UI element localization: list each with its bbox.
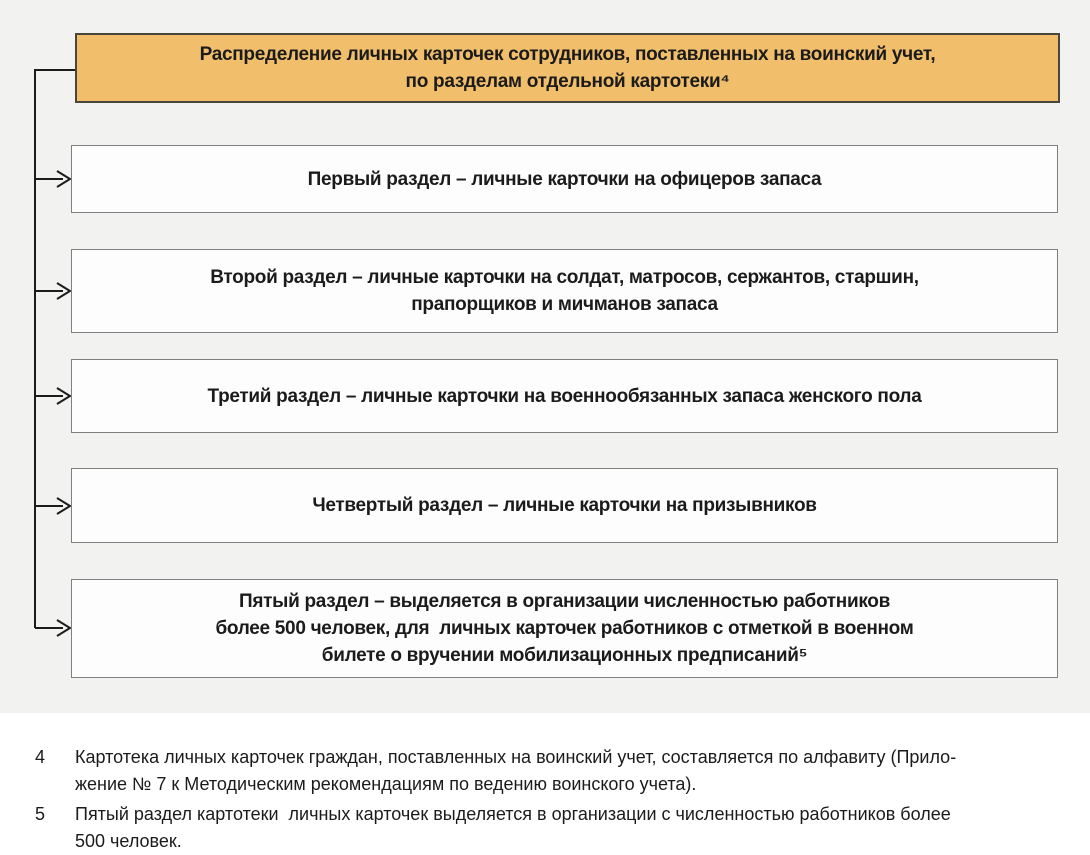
section-box-label: Второй раздел – личные карточки на солдат, матросов, сержантов, старшин, — [210, 267, 919, 288]
diagram-title-box — [75, 33, 1060, 103]
footnote-line: жение № 7 к Методическим рекомендациям по ведению воинского учета). — [75, 774, 697, 794]
section-box-first — [71, 145, 1058, 213]
footnote-text — [75, 801, 1065, 855]
footnote-5 — [35, 801, 1065, 855]
section-box-label: прапорщиков и мичманов запаса — [411, 294, 718, 315]
section-box-fourth — [71, 468, 1058, 543]
section-box-fifth — [71, 579, 1058, 678]
title-line: Распределение личных карточек сотрудников, поставленных на воинский учет, — [199, 44, 936, 65]
section-box-label: билете о вручении мобилизационных предписаний⁵ — [321, 645, 808, 666]
section-box-label: Пятый раздел – выделяется в организации численностью работников — [239, 591, 890, 612]
section-box-second — [71, 249, 1058, 333]
section-box-third — [71, 359, 1058, 433]
footnote-4 — [35, 744, 1065, 798]
section-box-label: более 500 человек, для личных карточек работников с отметкой в военном — [215, 618, 914, 639]
section-box-label: Четвертый раздел – личные карточки на призывников — [312, 495, 817, 516]
footnote-line: Пятый раздел картотеки личных карточек выделяется в организации с численностью работников более — [75, 804, 951, 824]
connector-trunk — [35, 70, 75, 628]
footnotes-section — [0, 713, 1090, 854]
footnote-text — [75, 744, 1065, 798]
footnote-number: 5 — [35, 804, 46, 824]
title-line: по разделам отдельной картотеки⁴ — [405, 71, 730, 92]
section-box-label: Первый раздел – личные карточки на офицеров запаса — [307, 168, 822, 190]
section-box-label: Третий раздел – личные карточки на военнообязанных запаса женского пола — [207, 385, 922, 407]
footnote-number: 4 — [35, 747, 46, 767]
footnote-line: Картотека личных карточек граждан, поставленных на воинский учет, составляется по алфавиту (Прило- — [75, 747, 957, 767]
footnote-line: 500 человек. — [75, 831, 182, 851]
